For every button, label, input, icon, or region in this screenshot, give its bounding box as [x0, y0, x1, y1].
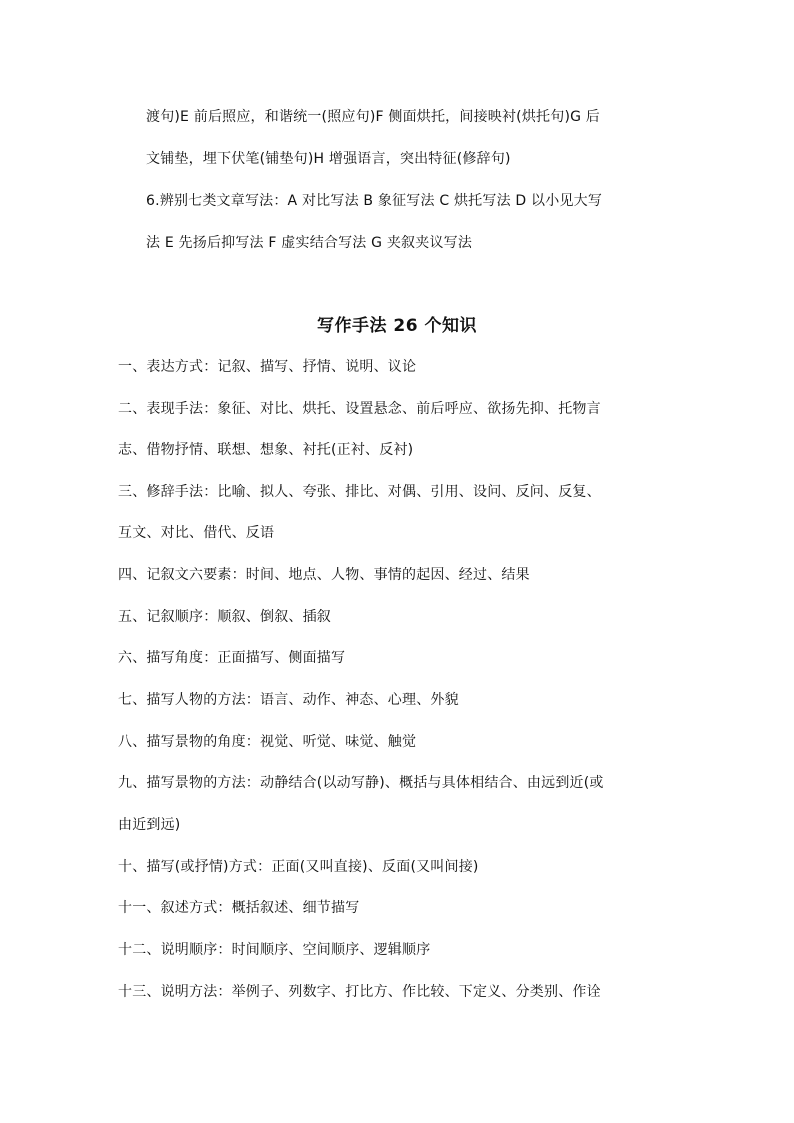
body-line-8: 六、描写角度：正面描写、侧面描写 — [118, 650, 346, 666]
body-line-7: 五、记叙顺序：顺叙、倒叙、插叙 — [118, 609, 331, 625]
body-line-4: 三、修辞手法：比喻、拟人、夸张、排比、对偶、引用、设问、反问、反复、 — [118, 484, 601, 500]
intro-line-2: 文铺垫，埋下伏笔(铺垫句)H 增强语言，突出特征(修辞句) — [146, 151, 511, 167]
intro-line-1: 渡句)E 前后照应，和谐统一(照应句)F 侧面烘托，间接映衬(烘托句)G 后 — [146, 109, 601, 125]
body-line-13: 十、描写(或抒情)方式：正面(又叫直接)、反面(又叫间接) — [118, 859, 479, 875]
body-line-10: 八、描写景物的角度：视觉、听觉、味觉、触觉 — [118, 734, 417, 750]
body-line-5: 互文、对比、借代、反语 — [118, 525, 275, 541]
body-line-6: 四、记叙文六要素：时间、地点、人物、事情的起因、经过、结果 — [118, 567, 530, 583]
body-line-14: 十一、叙述方式：概括叙述、细节描写 — [118, 900, 360, 916]
body-line-16: 十三、说明方法：举例子、列数字、打比方、作比较、下定义、分类别、作诠 — [118, 984, 601, 1000]
body-line-12: 由近到远) — [118, 817, 181, 833]
body-line-15: 十二、说明顺序：时间顺序、空间顺序、逻辑顺序 — [118, 942, 431, 958]
intro-line-4: 法 E 先扬后抑写法 F 虚实结合写法 G 夹叙夹议写法 — [146, 235, 473, 251]
intro-line-3: 6.辨别七类文章写法：A 对比写法 B 象征写法 C 烘托写法 D 以小见大写 — [146, 193, 603, 209]
body-line-9: 七、描写人物的方法：语言、动作、神态、心理、外貌 — [118, 692, 459, 708]
body-line-11: 九、描写景物的方法：动静结合(以动写静)、概括与具体相结合、由远到近(或 — [118, 775, 604, 791]
body-line-2: 二、表现手法：象征、对比、烘托、设置悬念、前后呼应、欲扬先抑、托物言 — [118, 401, 601, 417]
section-title: 写作手法 26 个知识 — [317, 316, 477, 336]
body-line-3: 志、借物抒情、联想、想象、衬托(正衬、反衬) — [118, 442, 414, 458]
body-line-1: 一、表达方式：记叙、描写、抒情、说明、议论 — [118, 359, 417, 375]
